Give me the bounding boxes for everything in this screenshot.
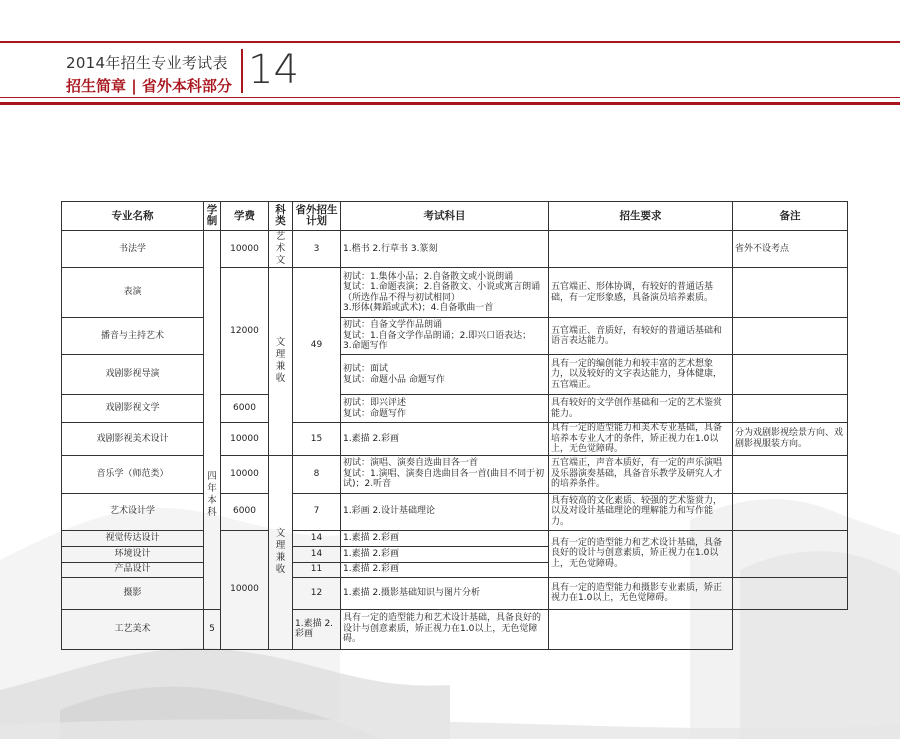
tuition-cell: 10000 — [221, 423, 269, 456]
exam-table — [61, 201, 848, 650]
major-cell: 摄影 — [62, 577, 204, 609]
remarks-cell — [733, 530, 848, 577]
major-cell: 视觉传达设计 — [62, 530, 204, 546]
quota-cell: 3 — [293, 231, 341, 268]
remarks-cell: 分为戏剧影视绘景方向、戏剧影视服装方向。 — [733, 423, 848, 456]
quota-cell: 15 — [293, 423, 341, 456]
requirements-cell: 五官端正、形体协调，有较好的普通话基础，有一定形象感，具备演员培养素质。 — [549, 268, 733, 318]
table-row — [62, 231, 848, 268]
table-row — [62, 355, 848, 395]
page-number: 14 — [248, 47, 299, 93]
exam-cell: 1.素描 2.彩画 — [341, 530, 549, 546]
header-duration: 学制 — [204, 202, 221, 231]
table-row — [62, 609, 848, 649]
requirements-cell — [549, 231, 733, 268]
category-cell: 艺 术 文 — [269, 231, 293, 268]
exam-cell: 1.素描 2.彩画 — [341, 562, 549, 577]
remarks-cell — [733, 318, 848, 355]
requirements-cell: 具有一定的编创能力和较丰富的艺术想象力，以及较好的文字表达能力，身体健康，五官端正。 — [549, 355, 733, 395]
major-cell: 环境设计 — [62, 546, 204, 562]
table-row — [62, 455, 848, 493]
header-tuition: 学费 — [221, 202, 269, 231]
major-cell: 戏剧影视文学 — [62, 395, 204, 423]
table-row — [62, 268, 848, 318]
exam-cell: 1.素描 2.彩画 — [293, 609, 341, 649]
header-top-rule — [0, 41, 900, 43]
tuition-cell: 6000 — [221, 493, 269, 530]
exam-cell: 1.素描 2.彩画 — [341, 546, 549, 562]
exam-cell: 1.楷书 2.行草书 3.篆刻 — [341, 231, 549, 268]
header-major: 专业名称 — [62, 202, 204, 231]
exam-cell: 初试：即兴评述 复试：命题写作 — [341, 395, 549, 423]
major-cell: 表演 — [62, 268, 204, 318]
exam-cell: 初试：演唱、演奏自选曲目各一首 复试：1.演唱、演奏自选曲目各一首(曲目不同于初试)；2.听音 — [341, 455, 549, 493]
header-quota: 省外招生计划 — [293, 202, 341, 231]
quota-cell: 11 — [293, 562, 341, 577]
duration-cell: 四 年 本 科 — [204, 231, 221, 610]
header-requirements: 招生要求 — [549, 202, 733, 231]
requirements-cell: 具有较高的文化素质、较强的艺术鉴赏力，以及对设计基础理论的理解能力和写作能力。 — [549, 493, 733, 530]
requirements-cell: 具有一定的造型能力和艺术设计基础，具备良好的设计与创意素质，矫正视力在1.0以上，无色觉障碍。 — [549, 530, 733, 577]
tuition-cell: 10000 — [221, 530, 269, 649]
quota-cell: 7 — [293, 493, 341, 530]
requirements-cell: 具有较好的文学创作基础和一定的艺术鉴赏能力。 — [549, 395, 733, 423]
tuition-cell: 12000 — [221, 268, 269, 395]
quota-cell: 12 — [293, 577, 341, 609]
document-title: 2014年招生专业考试表 — [66, 54, 228, 72]
requirements-cell: 具有一定的造型能力和摄影专业素质，矫正视力在1.0以上，无色觉障碍。 — [549, 577, 733, 609]
major-cell: 书法学 — [62, 231, 204, 268]
remarks-cell — [549, 609, 733, 649]
exam-cell: 1.素描 2.彩画 — [341, 423, 549, 456]
exam-cell: 初试：面试 复试：命题小品 命题写作 — [341, 355, 549, 395]
quota-cell: 14 — [293, 546, 341, 562]
header-remarks: 备注 — [733, 202, 848, 231]
remarks-cell — [733, 577, 848, 609]
table-header-row — [62, 202, 848, 231]
category-cell: 文 理 兼 收 — [269, 268, 293, 456]
header-category: 科类 — [269, 202, 293, 231]
major-cell: 产品设计 — [62, 562, 204, 577]
exam-cell: 初试：自备文学作品朗诵 复试：1.自备文学作品朗诵；2.即兴口语表达； 3.命题写作 — [341, 318, 549, 355]
table-row — [62, 318, 848, 355]
major-cell: 戏剧影视美术设计 — [62, 423, 204, 456]
table-row — [62, 530, 848, 546]
header-divider — [241, 49, 243, 93]
header-exam: 考试科目 — [341, 202, 549, 231]
table-row — [62, 395, 848, 423]
quota-cell: 49 — [293, 268, 341, 423]
remarks-cell: 省外不设考点 — [733, 231, 848, 268]
header-rule-thick — [0, 102, 900, 105]
remarks-cell — [733, 455, 848, 493]
quota-cell: 5 — [204, 609, 221, 649]
requirements-cell: 具有一定的造型能力和艺术设计基础，具备良好的设计与创意素质，矫正视力在1.0以上，无色觉障碍。 — [341, 609, 549, 649]
remarks-cell — [733, 268, 848, 318]
document-subtitle: 招生简章 | 省外本科部分 — [66, 77, 232, 95]
remarks-cell — [733, 395, 848, 423]
exam-cell: 初试：1.集体小品；2.自备散文或小说朗诵 复试：1.命题表演；2.自备散文、小说或寓言朗诵（所选作品不得与初试相同） 3.形体(舞蹈或武术)；4.自备歌曲一首 — [341, 268, 549, 318]
table-row — [62, 423, 848, 456]
requirements-cell: 五官端正，声音本质好，有一定的声乐演唱及乐器演奏基础，具备音乐教学及研究人才的培养条件。 — [549, 455, 733, 493]
exam-cell: 1.素描 2.摄影基础知识与图片分析 — [341, 577, 549, 609]
requirements-cell: 具有一定的造型能力和美术专业基础，具备培养本专业人才的条件，矫正视力在1.0以上，无色觉障碍。 — [549, 423, 733, 456]
remarks-cell — [733, 493, 848, 530]
tuition-cell: 6000 — [221, 395, 269, 423]
table-row — [62, 493, 848, 530]
table-row — [62, 577, 848, 609]
exam-cell: 1.彩画 2.设计基础理论 — [341, 493, 549, 530]
major-cell: 工艺美术 — [62, 609, 204, 649]
quota-cell: 8 — [293, 455, 341, 493]
remarks-cell — [733, 355, 848, 395]
tuition-cell: 10000 — [221, 231, 269, 268]
header-rule-thin — [0, 97, 900, 98]
major-cell: 播音与主持艺术 — [62, 318, 204, 355]
major-cell: 戏剧影视导演 — [62, 355, 204, 395]
major-cell: 音乐学（师范类） — [62, 455, 204, 493]
category-cell: 文 理 兼 收 — [269, 455, 293, 649]
quota-cell: 14 — [293, 530, 341, 546]
tuition-cell: 10000 — [221, 455, 269, 493]
major-cell: 艺术设计学 — [62, 493, 204, 530]
requirements-cell: 五官端正、音质好，有较好的普通话基础和语言表达能力。 — [549, 318, 733, 355]
